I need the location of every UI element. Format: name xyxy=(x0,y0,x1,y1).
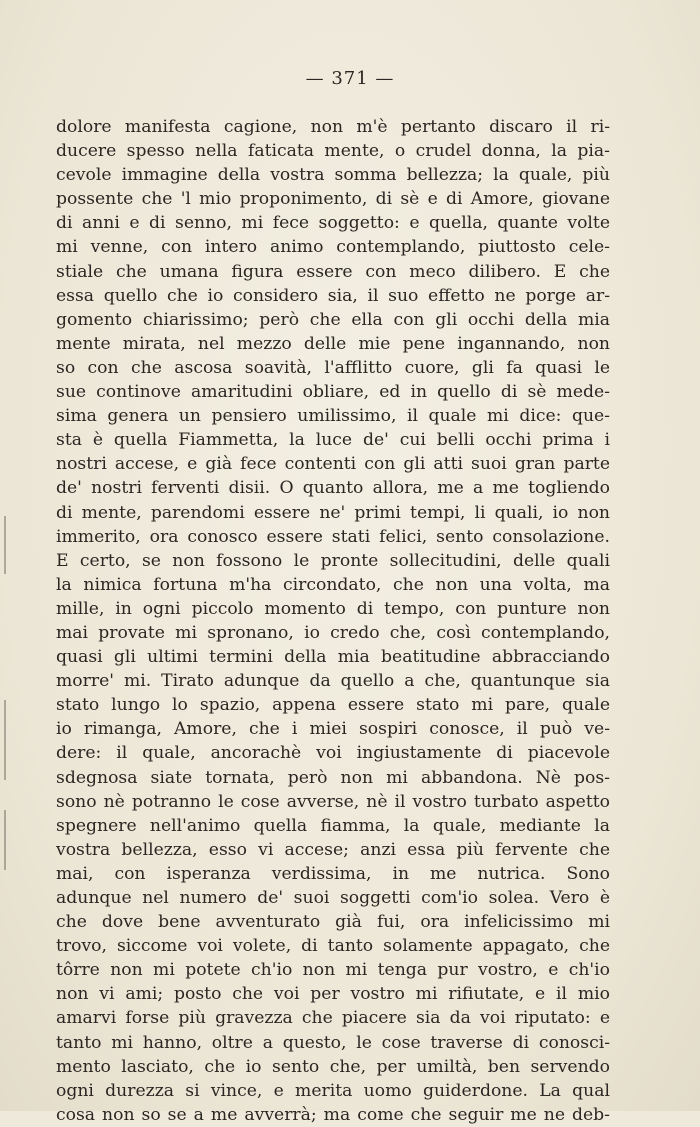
text-line: mente mirata, nel mezzo delle mie pene ingannando, non xyxy=(56,333,610,354)
text-line: sta è quella Fiammetta, la luce de' cui belli occhi prima i xyxy=(56,430,610,451)
text-line: mento lasciato, che io sento che, per umiltà, ben servendo xyxy=(56,1056,610,1077)
text-line: immerito, ora conosco essere stati felici, sento consolazione. xyxy=(56,526,610,547)
text-line: mi venne, con intero animo contemplando, piuttosto cele- xyxy=(56,237,610,258)
text-line: nostri accese, e già fece contenti con gli atti suoi gran parte xyxy=(56,454,610,475)
text-line: E certo, se non fossono le pronte sollecitudini, delle quali xyxy=(56,550,610,571)
text-line: dere: il quale, ancorachè voi ingiustamente di piacevole xyxy=(56,743,610,764)
text-line: morre' mi. Tirato adunque da quello a che, quantunque sia xyxy=(56,671,610,692)
text-line: di anni e di senno, mi fece soggetto: e quella, quante volte xyxy=(56,213,610,234)
binding-shadow-mark xyxy=(4,700,6,780)
text-line: spegnere nell'animo quella fiamma, la quale, mediante la xyxy=(56,815,610,836)
page-number: — 371 — xyxy=(305,68,395,89)
text-line: stiale che umana figura essere con meco dilibero. E che xyxy=(56,261,610,282)
text-line: cevole immagine della vostra somma bellezza; la quale, più xyxy=(56,165,610,186)
text-line: so con che ascosa soavità, l'afflitto cuore, gli fa quasi le xyxy=(56,357,610,378)
text-line: essa quello che io considero sia, il suo effetto ne porge ar- xyxy=(56,285,610,306)
text-line: sima genera un pensiero umilissimo, il quale mi dice: que- xyxy=(56,406,610,427)
text-line: dolore manifesta cagione, non m'è pertanto discaro il ri- xyxy=(56,117,610,137)
text-line: trovo, siccome voi volete, di tanto solamente appagato, che xyxy=(56,936,610,957)
body-text xyxy=(56,115,610,1127)
binding-shadow-mark xyxy=(4,810,6,870)
text-line: sono nè potranno le cose avverse, nè il vostro turbato aspetto xyxy=(56,791,610,812)
text-line: mai provate mi spronano, io credo che, così contemplando, xyxy=(56,622,610,643)
text-line: ducere spesso nella faticata mente, o crudel donna, la pia- xyxy=(56,141,610,162)
text-line: io rimanga, Amore, che i miei sospiri conosce, il può ve- xyxy=(56,719,610,740)
text-line: gomento chiarissimo; però che ella con gli occhi della mia xyxy=(56,309,610,330)
text-line: vostra bellezza, esso vi accese; anzi essa più fervente che xyxy=(56,839,610,860)
text-line: mille, in ogni piccolo momento di tempo, con punture non xyxy=(56,598,610,619)
text-line: di mente, parendomi essere ne' primi tempi, li quali, io non xyxy=(56,502,610,523)
text-line: la nimica fortuna m'ha circondato, che non una volta, ma xyxy=(56,574,610,595)
text-line: non vi ami; posto che voi per vostro mi rifiutate, e il mio xyxy=(56,984,610,1005)
text-line: amarvi forse più gravezza che piacere sia da voi riputato: e xyxy=(56,1008,610,1029)
text-line: che dove bene avventurato già fui, ora infelicissimo mi xyxy=(56,912,610,933)
text-line: quasi gli ultimi termini della mia beatitudine abbracciando xyxy=(56,647,610,668)
text-line: cosa non so se a me avverrà; ma come che seguir me ne deb- xyxy=(56,1104,610,1125)
text-line: ogni durezza si vince, e merita uomo guiderdone. La qual xyxy=(56,1080,610,1101)
text-line: adunque nel numero de' suoi soggetti com'io solea. Vero è xyxy=(56,888,610,908)
text-line: mai, con isperanza verdissima, in me nutrica. Sono xyxy=(56,863,610,884)
binding-shadow-mark xyxy=(4,516,6,574)
text-line: tôrre non mi potete ch'io non mi tenga pur vostro, e ch'io xyxy=(56,960,610,981)
text-line: sdegnosa siate tornata, però non mi abbandona. Nè pos- xyxy=(56,767,610,788)
text-line: de' nostri ferventi disii. O quanto allora, me a me togliendo xyxy=(56,478,610,499)
text-line: sue continove amaritudini obliare, ed in quello di sè mede- xyxy=(56,382,610,403)
text-line: stato lungo lo spazio, appena essere stato mi pare, quale xyxy=(56,695,610,716)
text-line: possente che 'l mio proponimento, di sè e di Amore, giovane xyxy=(56,189,610,210)
text-line: tanto mi hanno, oltre a questo, le cose traverse di conosci- xyxy=(56,1032,610,1053)
